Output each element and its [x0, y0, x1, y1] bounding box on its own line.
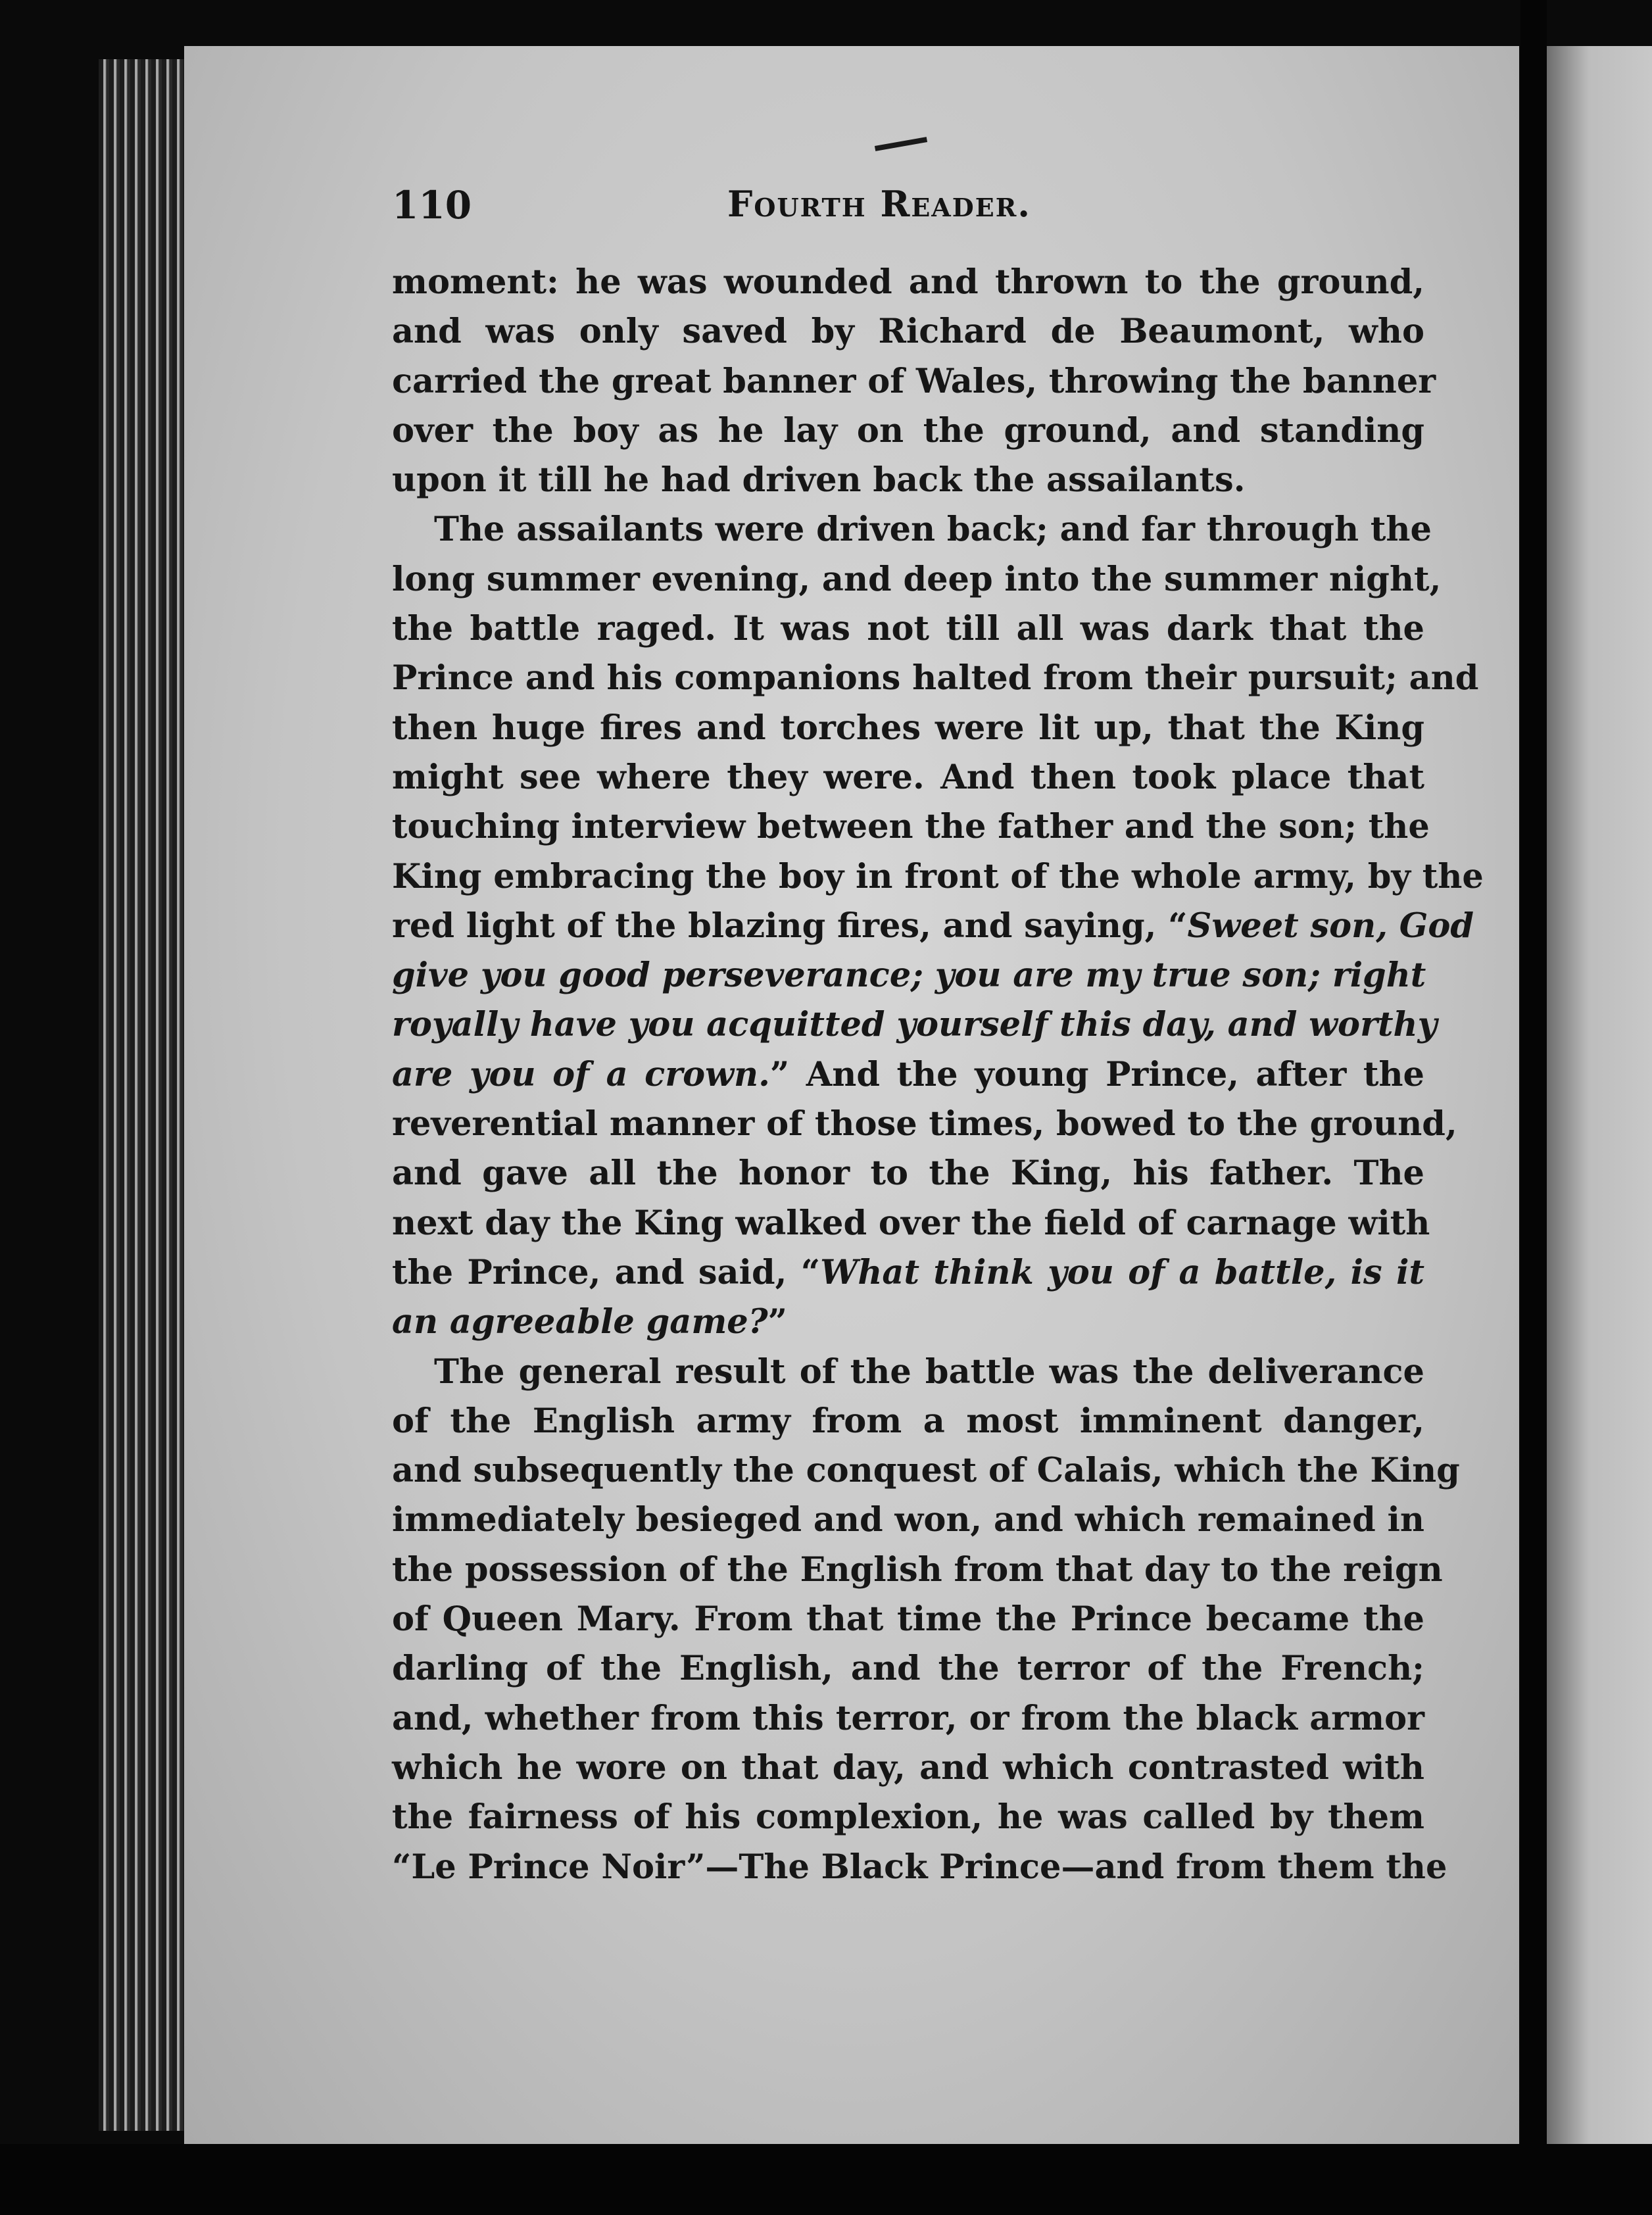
text-line: of Queen Mary. From that time the Prince became the [392, 1599, 1424, 1640]
text-segment: ” [767, 1302, 787, 1342]
text-line: The general result of the battle was the deliverance [434, 1351, 1424, 1392]
page-number: 110 [392, 183, 472, 228]
text-line: moment: he was wounded and thrown to the ground, [392, 262, 1424, 302]
text-line: The assailants were driven back; and far through the [434, 510, 1432, 550]
quoted-speech: What think you of a battle, is it [820, 1252, 1424, 1292]
text-line [392, 1000, 1438, 1050]
text-line: and subsequently the conquest of Calais, which the King [392, 1451, 1460, 1491]
quoted-speech: Sweet son, God [1187, 906, 1474, 946]
text-line: “Le Prince Noir”—The Black Prince—and from them the [392, 1847, 1447, 1887]
body-text [392, 258, 1484, 1892]
book-gutter [1520, 0, 1547, 2215]
text-line: carried the great banner of Wales, throwing the banner [392, 361, 1436, 401]
quoted-speech: give you good perseverance; you are my true son; right [392, 956, 1426, 996]
text-line: upon it till he had driven back the assailants. [392, 460, 1246, 500]
quoted-speech: are you of a crown. [392, 1054, 770, 1094]
text-segment: the Prince, and said, “ [392, 1252, 821, 1292]
text-line: King embracing the boy in front of the whole army, by the [392, 856, 1484, 896]
text-line: long summer evening, and deep into the summer night, [392, 559, 1442, 599]
text-line: and gave all the honor to the King, his father. The [392, 1154, 1424, 1194]
text-line: the possession of the English from that day to the reign [392, 1549, 1443, 1590]
text-line: next day the King walked over the field of carnage with [392, 1203, 1430, 1243]
text-line: of the English army from a most imminent danger, [392, 1401, 1424, 1441]
page-edges [99, 59, 191, 2131]
text-line [392, 951, 1424, 1000]
text-line: immediately besieged and won, and which remained in [392, 1500, 1424, 1540]
text-segment: ” And the young Prince, after the [769, 1054, 1425, 1094]
text-line: and, whether from this terror, or from the black armor [392, 1698, 1424, 1738]
text-line: the battle raged. It was not till all was dark that the [392, 609, 1424, 649]
quoted-speech: an agreeable game? [392, 1302, 768, 1342]
text-segment: red light of the blazing fires, and saying, “ [392, 906, 1188, 946]
text-line: might see where they were. And then took place that [392, 757, 1424, 797]
text-line [392, 1248, 1424, 1298]
running-head: Fourth Reader. [727, 183, 1032, 225]
text-line: the fairness of his complexion, he was called by them [392, 1797, 1424, 1838]
text-line: which he wore on that day, and which contrasted with [392, 1747, 1424, 1788]
text-line: touching interview between the father and the son; the [392, 807, 1430, 847]
text-line [392, 1298, 1424, 1347]
quoted-speech: royally have you acquitted yourself this day, and worthy [392, 1005, 1438, 1045]
text-line: over the boy as he lay on the ground, and standing [392, 410, 1424, 450]
text-line: and was only saved by Richard de Beaumont, who [392, 312, 1424, 352]
page-header [392, 183, 1418, 229]
text-line: Prince and his companions halted from their pursuit; and [392, 658, 1479, 698]
text-line [392, 902, 1474, 951]
text-line: reverential manner of those times, bowed to the ground, [392, 1104, 1457, 1144]
text-line: then huge fires and torches were lit up, that the King [392, 708, 1424, 748]
facing-page-edge [1547, 46, 1652, 2144]
text-line: darling of the English, and the terror of the French; [392, 1649, 1424, 1689]
text-line [392, 1050, 1424, 1100]
scan-border [0, 2144, 1652, 2215]
